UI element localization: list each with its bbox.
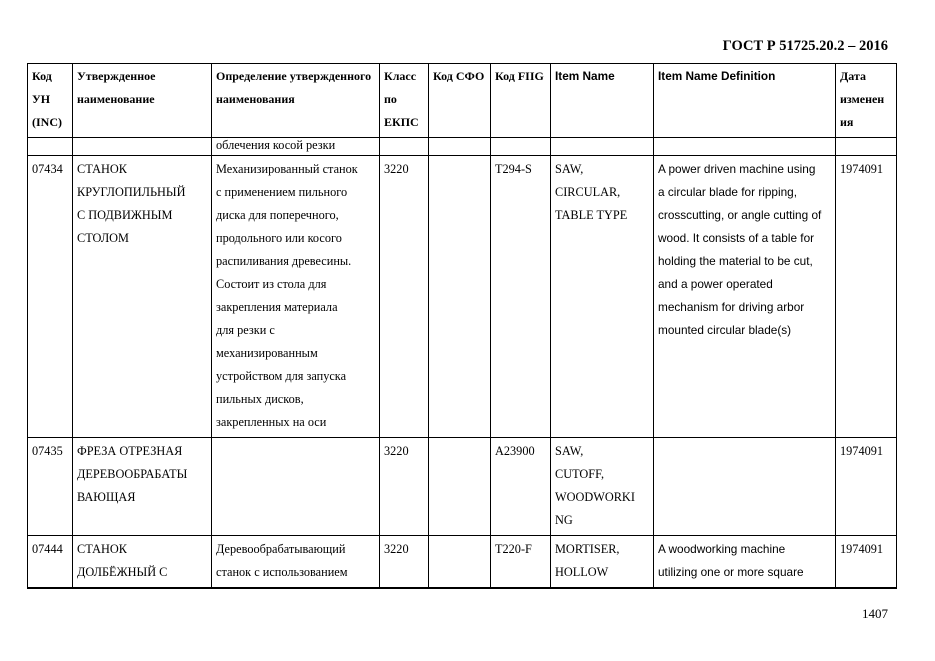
cell-change-date: 1974091 [836,438,897,536]
cell-definition: Механизированный станок с применением пильного диска для поперечного, продольного или косого распиливания древесины. Состоит из стола для закрепления материала для резки с механизированным устройством для запуска пильных дисков, закрепленных на оси [212,156,380,438]
cell-item-name-definition [654,438,836,536]
cell-sfo-code [429,156,491,438]
cell-code-un: 07435 [28,438,73,536]
cell-sfo-code [429,536,491,589]
cell-code-un: 07434 [28,156,73,438]
table-row [28,536,897,589]
catalog-table [27,63,897,589]
cell-item-name: MORTISER, HOLLOW [551,536,654,589]
cell-ekps-class: 3220 [380,156,429,438]
header-change-date: Дата изменен ия [836,64,897,138]
header-ekps-class: Класс по ЕКПС [380,64,429,138]
page-number: 1407 [862,606,888,621]
header-item-name-definition: Item Name Definition [654,64,836,138]
cell-approved-name: ФРЕЗА ОТРЕЗНАЯ ДЕРЕВООБРАБАТЫ ВАЮЩАЯ [73,438,212,536]
table-row-continuation [28,138,897,156]
cell-definition: облечения косой резки [212,138,380,156]
cell-approved-name: СТАНОК КРУГЛОПИЛЬНЫЙ С ПОДВИЖНЫМ СТОЛОМ [73,156,212,438]
cell-ekps-class: 3220 [380,438,429,536]
header-definition: Определение утвержденного наименования [212,64,380,138]
cell-sfo-code [429,438,491,536]
header-fiig-code: Код FIIG [491,64,551,138]
cell-change-date: 1974091 [836,156,897,438]
cell-definition [212,438,380,536]
cell-item-name-definition: A power driven machine using a circular blade for ripping, crosscutting, or angle cutting of wood. It consists of a table for holding the material to be cut, and a power operated mechanism for driving arbor mounted circular blade(s) [654,156,836,438]
cell-item-name-definition: A woodworking machine utilizing one or more square [654,536,836,589]
header-sfo-code: Код СФО [429,64,491,138]
cell-ekps-class: 3220 [380,536,429,589]
document-title: ГОСТ Р 51725.20.2 – 2016 [722,38,888,54]
cell-item-name: SAW, CUTOFF, WOODWORKI NG [551,438,654,536]
cell-fiig-code: T220-F [491,536,551,589]
cell-fiig-code: A23900 [491,438,551,536]
cell-approved-name: СТАНОК ДОЛБЁЖНЫЙ С [73,536,212,589]
table-header-row [28,64,897,138]
header-item-name: Item Name [551,64,654,138]
cell-fiig-code: T294-S [491,156,551,438]
header-approved-name: Утвержденное наименование [73,64,212,138]
table-row [28,438,897,536]
cell-item-name: SAW, CIRCULAR, TABLE TYPE [551,156,654,438]
cell-change-date: 1974091 [836,536,897,589]
header-code-un: Код УН (INC) [28,64,73,138]
table-row [28,156,897,438]
cell-definition: Деревообрабатывающий станок с использованием [212,536,380,589]
cell-code-un: 07444 [28,536,73,589]
